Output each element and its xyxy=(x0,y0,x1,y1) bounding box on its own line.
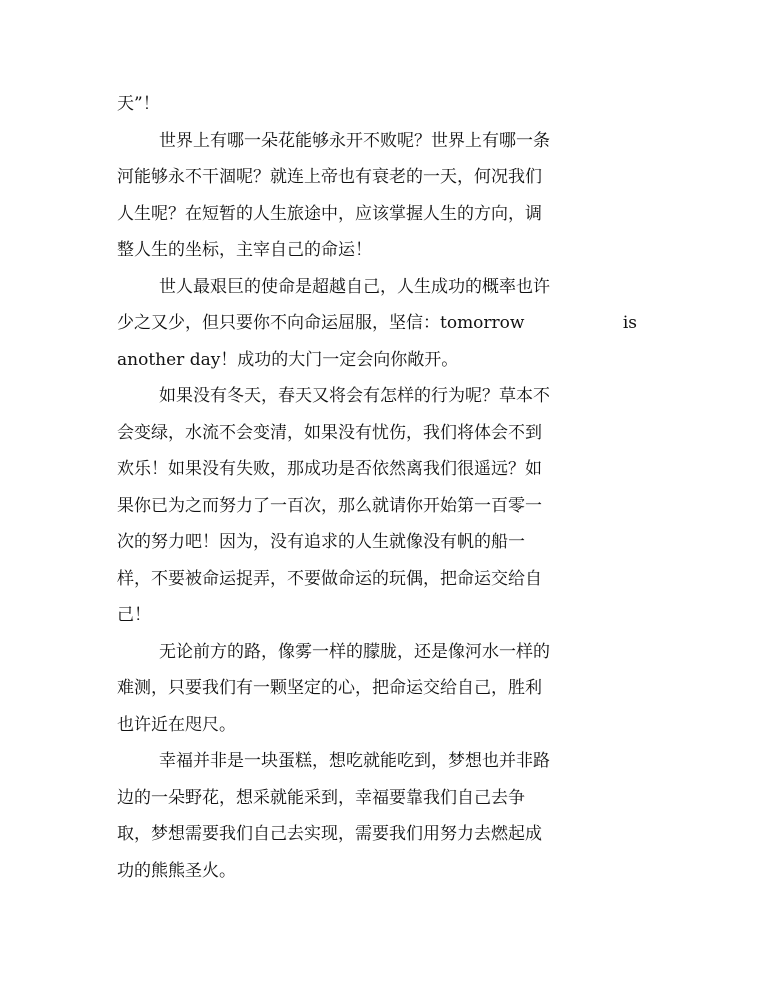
text-line: 次的努力吧！因为，没有追求的人生就像没有帆的船一 xyxy=(117,532,525,552)
text-line: 样，不要被命运捉弄，不要做命运的玩偶，把命运交给自 xyxy=(117,568,542,589)
text-line: 会变绿，水流不会变清，如果没有忧伤，我们将体会不到 xyxy=(117,422,542,443)
text-line: 人生呢？在短暂的人生旅途中，应该掌握人生的方向，调 xyxy=(117,203,542,224)
text-segment: is xyxy=(622,313,637,333)
paragraph-first-line: 如果没有冬天，春天又将会有怎样的行为呢？草本不 xyxy=(159,386,550,406)
paragraph-first-line: 幸福并非是一块蛋糕，想吃就能吃到，梦想也并非路 xyxy=(159,751,550,771)
text-line: 边的一朵野花，想采就能采到，幸福要靠我们自己去争 xyxy=(117,787,525,808)
paragraph-first-line: 世人最艰巨的使命是超越自己，人生成功的概率也许 xyxy=(159,276,550,297)
text-line: 欢乐！如果没有失败，那成功是否依然离我们很遥远？如 xyxy=(117,459,542,479)
text-line: 天”！ xyxy=(117,94,160,114)
paragraph-first-line: 无论前方的路，像雾一样的朦胧，还是像河水一样的 xyxy=(159,641,550,662)
paragraph-first-line: 世界上有哪一朵花能够永开不败呢？世界上有哪一条 xyxy=(159,130,550,151)
text-line: 河能够永不干涸呢？就连上帝也有衰老的一天，何况我们 xyxy=(117,167,542,187)
text-line: 取，梦想需要我们自己去实现，需要我们用努力去燃起成 xyxy=(117,824,542,844)
body-text xyxy=(117,86,637,889)
text-line: 也许近在咫尺。 xyxy=(117,714,236,735)
text-line: 己！ xyxy=(117,605,151,625)
text-line: 难测，只要我们有一颗坚定的心，把命运交给自己，胜利 xyxy=(117,678,542,698)
text-line: 功的熊熊圣火。 xyxy=(117,860,236,881)
text-segment: 少之又少，但只要你不向命运屈服，坚信：tomorrow xyxy=(117,313,525,333)
text-line: 整人生的坐标，主宰自己的命运！ xyxy=(117,240,372,260)
text-line: 果你已为之而努力了一百次，那么就请你开始第一百零一 xyxy=(117,495,542,516)
text-line: another day！成功的大门一定会向你敞开。 xyxy=(117,349,459,370)
text-line-justified xyxy=(117,305,637,342)
